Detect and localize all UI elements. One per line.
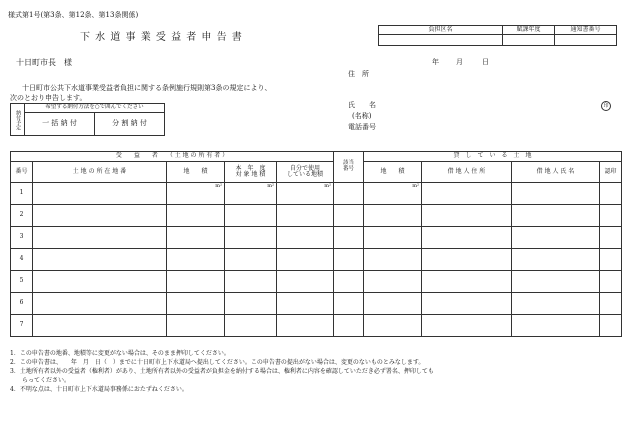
lease-area-cell[interactable] [364, 227, 422, 249]
table-row [11, 315, 622, 337]
own-use-area-cell[interactable] [277, 205, 334, 227]
date-year: 年 [432, 58, 439, 66]
lessee-name-cell[interactable] [512, 315, 600, 337]
seal-cell[interactable] [600, 315, 622, 337]
installment-option[interactable]: 分 割 納 付 [95, 113, 165, 136]
location-header: 土 地 の 所 在 地 番 [33, 162, 167, 183]
lease-area-header: 地 積 [364, 162, 422, 183]
location-cell[interactable] [33, 271, 167, 293]
table-row [11, 249, 622, 271]
table-row [11, 205, 622, 227]
beneficiary-group-header: 受 益 者 （ 土 地 の 所 有 者 ） [11, 152, 334, 162]
seal-cell[interactable] [600, 227, 622, 249]
lessee-name-cell[interactable] [512, 271, 600, 293]
seal-cell[interactable] [600, 205, 622, 227]
table-row [11, 183, 622, 205]
target-area-cell[interactable] [225, 315, 277, 337]
intro-line-1: 十日町市公共下水道事業受益者負担に関する条例施行規則第3条の規定により、 [22, 84, 272, 92]
lessee-address-cell[interactable] [422, 271, 512, 293]
area-cell[interactable] [167, 271, 225, 293]
table-row [11, 271, 622, 293]
target-area-cell[interactable] [225, 205, 277, 227]
district-name-field[interactable] [379, 35, 503, 46]
target-area-cell[interactable] [225, 227, 277, 249]
row-number: 6 [11, 293, 33, 315]
name-sub-label: (名称) [352, 112, 372, 120]
own-use-area-cell[interactable] [277, 315, 334, 337]
lessee-address-cell[interactable] [422, 293, 512, 315]
area-unit: m² [412, 183, 419, 189]
seal-cell[interactable] [600, 249, 622, 271]
area-cell[interactable] [167, 183, 225, 205]
lessee-name-cell[interactable] [512, 249, 600, 271]
note-3-cont: らってください。 [10, 377, 71, 384]
target-area-cell[interactable] [225, 183, 277, 205]
lessee-name-cell[interactable] [512, 293, 600, 315]
intro-line-2: 次のとおり申告します。 [10, 94, 87, 102]
lessee-name-header: 借 地 人 氏 名 [512, 162, 600, 183]
applicable-number-header: 該当 番号 [334, 152, 364, 183]
address-label: 住 所 [348, 70, 369, 78]
lessee-address-cell[interactable] [422, 227, 512, 249]
note-1: 1．この申告書の地番、地積等に変更がない場合は、そのまま押印してください。 [10, 350, 230, 357]
district-table [378, 25, 617, 46]
lease-area-cell[interactable] [364, 271, 422, 293]
payment-side-label: 納付予定 [11, 104, 25, 136]
district-name-header: 負担区名 [379, 26, 503, 35]
applicable-number-cell[interactable] [334, 227, 364, 249]
addressee: 十日町市長 様 [16, 58, 72, 67]
applicant-seal-icon: 印 [601, 101, 611, 111]
lessee-name-cell[interactable] [512, 205, 600, 227]
area-unit: m² [215, 183, 222, 189]
number-header: 番号 [11, 162, 33, 183]
table-row [11, 293, 622, 315]
target-area-header: 本 年 度 対 象 地 積 [225, 162, 277, 183]
applicable-number-cell[interactable] [334, 293, 364, 315]
target-area-cell[interactable] [225, 271, 277, 293]
applicable-number-cell[interactable] [334, 183, 364, 205]
area-cell[interactable] [167, 205, 225, 227]
seal-cell[interactable] [600, 183, 622, 205]
applicable-number-cell[interactable] [334, 205, 364, 227]
table-row [11, 227, 622, 249]
lessee-address-header: 借 地 人 住 所 [422, 162, 512, 183]
payment-header: 希望する納付方法を○で囲んでください [25, 104, 165, 113]
notice-number-field[interactable] [555, 35, 617, 46]
area-cell[interactable] [167, 227, 225, 249]
area-cell[interactable] [167, 293, 225, 315]
lease-area-cell[interactable] [364, 249, 422, 271]
own-use-area-cell[interactable] [277, 227, 334, 249]
tax-year-header: 賦課年度 [503, 26, 555, 35]
area-cell[interactable] [167, 315, 225, 337]
own-use-area-cell[interactable] [277, 271, 334, 293]
lessee-name-cell[interactable] [512, 183, 600, 205]
lease-area-cell[interactable] [364, 183, 422, 205]
lease-area-cell[interactable] [364, 205, 422, 227]
lessee-address-cell[interactable] [422, 183, 512, 205]
own-use-area-cell[interactable] [277, 183, 334, 205]
area-unit: m² [267, 183, 274, 189]
row-number: 3 [11, 227, 33, 249]
lump-sum-option[interactable]: 一 括 納 付 [25, 113, 95, 136]
lease-area-cell[interactable] [364, 315, 422, 337]
row-number: 4 [11, 249, 33, 271]
row-number: 1 [11, 183, 33, 205]
phone-label: 電話番号 [348, 123, 376, 131]
seal-cell[interactable] [600, 271, 622, 293]
location-cell[interactable] [33, 249, 167, 271]
note-4: 4．不明な点は、十日町市上下水道局事務係におたずねください。 [10, 386, 188, 393]
location-cell[interactable] [33, 205, 167, 227]
date-month: 月 [456, 58, 463, 66]
location-cell[interactable] [33, 293, 167, 315]
own-use-area-cell[interactable] [277, 249, 334, 271]
lessee-address-cell[interactable] [422, 249, 512, 271]
page-title: 下 水 道 事 業 受 益 者 申 告 書 [80, 32, 243, 43]
target-area-cell[interactable] [225, 293, 277, 315]
payment-method-box [10, 103, 165, 136]
area-header: 地 積 [167, 162, 225, 183]
land-table [10, 151, 622, 337]
form-label: 様式第1号(第3条、第12条、第13条関係) [8, 11, 139, 19]
seal-header: 認印 [600, 162, 622, 183]
location-cell[interactable] [33, 183, 167, 205]
date-day: 日 [482, 58, 489, 66]
target-area-cell[interactable] [225, 249, 277, 271]
lessee-address-cell[interactable] [422, 315, 512, 337]
applicable-number-cell[interactable] [334, 315, 364, 337]
area-cell[interactable] [167, 249, 225, 271]
note-3: 3．土地所有者以外の受益者（権利者）があり、土地所有者以外の受益者が負担金を納付する場合は、権利者に内容を確認していただき必ず署名、押印しても [10, 368, 434, 375]
row-number: 5 [11, 271, 33, 293]
area-unit: m² [324, 183, 331, 189]
lessee-name-cell[interactable] [512, 227, 600, 249]
name-label: 氏 名 [348, 101, 376, 109]
row-number: 7 [11, 315, 33, 337]
own-use-area-header: 自分で使用 している地積 [277, 162, 334, 183]
own-use-area-cell[interactable] [277, 293, 334, 315]
lease-area-cell[interactable] [364, 293, 422, 315]
note-2: 2．この申告書は、 年 月 日（ ）までに十日町市上下水道局へ提出してください。この申告書の提出がない場合は、変更のないものとみなします。 [10, 359, 425, 366]
notice-number-header: 通知書番号 [555, 26, 617, 35]
tax-year-field[interactable] [503, 35, 555, 46]
seal-cell[interactable] [600, 293, 622, 315]
applicable-number-cell[interactable] [334, 249, 364, 271]
location-cell[interactable] [33, 315, 167, 337]
applicable-number-cell[interactable] [334, 271, 364, 293]
leased-land-group-header: 貸 し て い る 土 地 [364, 152, 622, 162]
location-cell[interactable] [33, 227, 167, 249]
lessee-address-cell[interactable] [422, 205, 512, 227]
row-number: 2 [11, 205, 33, 227]
